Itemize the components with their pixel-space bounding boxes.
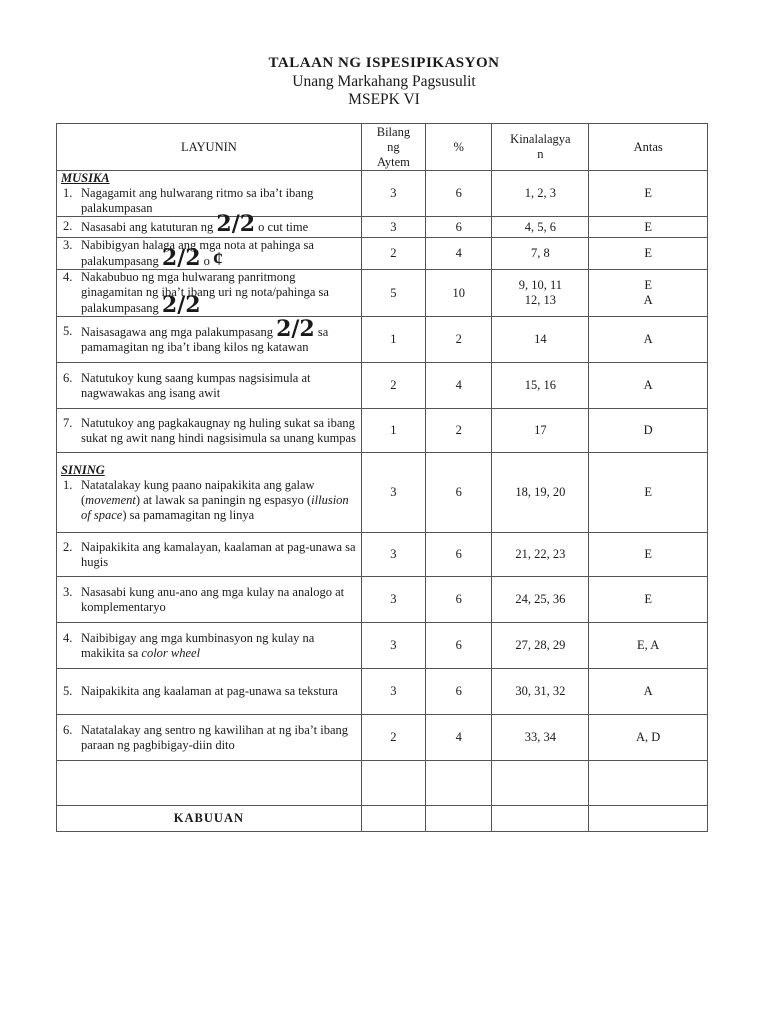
objective-cell	[57, 623, 362, 669]
objective-text: sa pamamagitan ng iba’t ibang kilos ng katawan	[81, 325, 329, 354]
table-row	[57, 363, 708, 409]
kinalalagyan-header-line: n	[537, 147, 544, 161]
level-cell	[589, 270, 708, 317]
level-cell: E	[589, 217, 708, 238]
table-row	[57, 317, 708, 363]
level-cell: A	[589, 317, 708, 363]
document-subject: MSEPK VI	[348, 91, 420, 108]
objective-cell	[57, 669, 362, 715]
objective-cell	[57, 363, 362, 409]
objective-text: Naibibigay ang mga kumbinasyon ng kulay na makikita sa	[81, 630, 315, 660]
item-number: 5.	[63, 324, 73, 338]
percent-cell: 6	[426, 533, 492, 577]
column-header-kinalalagyan	[492, 124, 589, 171]
item-number: 1.	[63, 186, 73, 200]
placement-line: 12, 13	[524, 293, 556, 307]
level-line: A	[643, 293, 653, 307]
placement-cell	[492, 270, 589, 317]
percent-cell: 6	[426, 171, 492, 217]
item-number: 3.	[63, 238, 73, 252]
total-level-cell	[589, 806, 708, 832]
total-row	[57, 806, 708, 832]
placement-cell: 7, 8	[492, 238, 589, 270]
bilang-header-line: Bilang	[376, 124, 411, 139]
empty-cell	[492, 761, 589, 806]
item-count-cell: 1	[361, 409, 425, 453]
objective-text: Natatalakay kung paano naipakikita ang galaw (	[81, 477, 315, 507]
document-subtitle: Unang Markahang Pagsusulit	[292, 73, 476, 90]
level-cell: A	[589, 363, 708, 409]
percent-cell: 6	[426, 669, 492, 715]
item-number: 5.	[63, 684, 73, 698]
objective-text: Naipakikita ang kaalaman at pag-unawa sa tekstura	[81, 684, 338, 698]
total-percent-cell	[426, 806, 492, 832]
placement-cell: 4, 5, 6	[492, 217, 589, 238]
percent-cell: 6	[426, 217, 492, 238]
column-header-percent: %	[426, 124, 492, 171]
column-header-layunin: LAYUNIN	[57, 124, 362, 171]
objective-cell	[57, 453, 362, 533]
item-number: 7.	[63, 415, 73, 430]
placement-cell: 24, 25, 36	[492, 577, 589, 623]
objective-cell	[57, 317, 362, 363]
empty-cell	[361, 761, 425, 806]
objective-cell	[57, 533, 362, 577]
table-row	[57, 270, 708, 317]
item-number: 2.	[63, 539, 73, 554]
objective-text: ) at lawak sa paningin ng espasyo (	[135, 492, 312, 507]
empty-row	[57, 761, 708, 806]
total-bilang-cell	[361, 806, 425, 832]
table-row	[57, 409, 708, 453]
item-count-cell: 3	[361, 171, 425, 217]
column-header-bilang	[361, 124, 425, 171]
two-two-time-signature: 2/2	[161, 292, 201, 318]
empty-cell	[589, 761, 708, 806]
level-cell: E	[589, 577, 708, 623]
kinalalagyan-header-line: Kinalalagya	[510, 132, 571, 146]
placement-cell: 21, 22, 23	[492, 533, 589, 577]
level-line: E	[644, 278, 652, 292]
level-cell: E	[589, 238, 708, 270]
section-label-sining: SINING	[61, 462, 105, 477]
item-count-cell: 2	[361, 238, 425, 270]
item-number: 4.	[63, 270, 73, 284]
objective-cell	[57, 270, 362, 317]
objective-text: Nakabubuo ng mga hulwarang panritmong ginagamitan ng iba’t ibang uri ng nota/pahinga sa palakumpasang	[81, 270, 329, 315]
conjunction-text: o	[203, 254, 210, 268]
level-cell: E	[589, 533, 708, 577]
objective-text: Nagagamit ang hulwarang ritmo sa iba’t ibang palakumpasan	[81, 186, 314, 215]
percent-cell: 2	[426, 317, 492, 363]
placement-cell: 30, 31, 32	[492, 669, 589, 715]
table-row	[57, 238, 708, 270]
objective-text: Natutukoy kung saang kumpas nagsisimula at nagwawakas ang isang awit	[81, 370, 311, 400]
table-row	[57, 171, 708, 217]
two-two-time-signature: 2/2	[216, 211, 256, 237]
table-row	[57, 217, 708, 238]
objective-cell	[57, 715, 362, 761]
item-count-cell: 5	[361, 270, 425, 317]
objective-text: ) sa pamamagitan ng linya	[122, 507, 255, 522]
percent-cell: 6	[426, 577, 492, 623]
table-row	[57, 715, 708, 761]
objective-text: Nasasabi kung anu-ano ang mga kulay na analogo at komplementaryo	[81, 584, 345, 614]
objective-term: movement	[85, 492, 136, 507]
item-count-cell: 2	[361, 715, 425, 761]
percent-cell: 4	[426, 238, 492, 270]
empty-cell	[57, 761, 362, 806]
percent-cell: 4	[426, 363, 492, 409]
item-count-cell: 3	[361, 669, 425, 715]
level-cell: E	[589, 453, 708, 533]
placement-cell: 14	[492, 317, 589, 363]
item-count-cell: 3	[361, 217, 425, 238]
objective-text: Naisasagawa ang mga palakumpasang	[81, 325, 273, 339]
objective-term: color wheel	[141, 645, 201, 660]
objective-text: Natatalakay ang sentro ng kawilihan at ng iba’t ibang paraan ng pagbibigay-diin dito	[81, 722, 349, 752]
objective-text: Naipakikita ang kamalayan, kaalaman at pag-unawa sa hugis	[81, 539, 356, 569]
objective-cell	[57, 238, 362, 270]
two-two-time-signature: 2/2	[161, 245, 201, 271]
placement-cell: 33, 34	[492, 715, 589, 761]
placement-cell: 17	[492, 409, 589, 453]
item-count-cell: 3	[361, 533, 425, 577]
percent-cell: 4	[426, 715, 492, 761]
level-cell: D	[589, 409, 708, 453]
placement-cell: 1, 2, 3	[492, 171, 589, 217]
objective-cell	[57, 409, 362, 453]
table-row	[57, 669, 708, 715]
percent-cell: 10	[426, 270, 492, 317]
empty-cell	[426, 761, 492, 806]
bilang-header-line: Aytem	[376, 154, 410, 169]
table-row	[57, 533, 708, 577]
item-count-cell: 1	[361, 317, 425, 363]
placement-cell: 15, 16	[492, 363, 589, 409]
objective-cell	[57, 211, 362, 238]
level-cell: A	[589, 669, 708, 715]
item-count-cell: 2	[361, 363, 425, 409]
item-number: 3.	[63, 584, 73, 599]
two-two-time-signature: 2/2	[276, 316, 315, 342]
level-cell: E	[589, 171, 708, 217]
total-placement-cell	[492, 806, 589, 832]
item-number: 1.	[63, 477, 73, 492]
percent-cell: 6	[426, 623, 492, 669]
document-header	[0, 54, 768, 109]
total-label: KABUUAN	[57, 806, 362, 832]
percent-cell: 2	[426, 409, 492, 453]
table-row	[57, 453, 708, 533]
placement-cell: 18, 19, 20	[492, 453, 589, 533]
specification-table	[56, 123, 708, 832]
placement-cell: 27, 28, 29	[492, 623, 589, 669]
document-title: TALAAN NG ISPESIPIKASYON	[268, 55, 500, 71]
objective-text: Nasasabi ang katuturan ng	[81, 220, 214, 234]
table-row	[57, 577, 708, 623]
item-count-cell: 3	[361, 577, 425, 623]
level-cell: A, D	[589, 715, 708, 761]
section-label-musika: MUSIKA	[61, 171, 110, 185]
percent-cell: 6	[426, 453, 492, 533]
header-row	[57, 124, 708, 171]
item-number: 6.	[63, 370, 73, 385]
bilang-header-line: ng	[387, 139, 400, 154]
column-header-antas: Antas	[589, 124, 708, 171]
item-number: 4.	[63, 630, 73, 645]
objective-text: Natutukoy ang pagkakaugnay ng huling sukat sa ibang sukat ng awit nang hindi nagsisimula sa unang kumpas	[81, 415, 356, 445]
objective-text: o cut time	[258, 220, 309, 234]
cut-time-symbol: ¢	[213, 248, 224, 270]
item-number: 6.	[63, 722, 73, 737]
item-count-cell: 3	[361, 453, 425, 533]
objective-cell	[57, 171, 362, 217]
objective-text: Nabibigyan halaga ang mga nota at pahinga sa palakumpasang	[81, 238, 314, 268]
level-cell: E, A	[589, 623, 708, 669]
objective-cell	[57, 577, 362, 623]
table-row	[57, 623, 708, 669]
item-count-cell: 3	[361, 623, 425, 669]
placement-line: 9, 10, 11	[518, 278, 563, 292]
objective-term: illusion of space	[81, 492, 349, 522]
item-number: 2.	[63, 219, 73, 233]
